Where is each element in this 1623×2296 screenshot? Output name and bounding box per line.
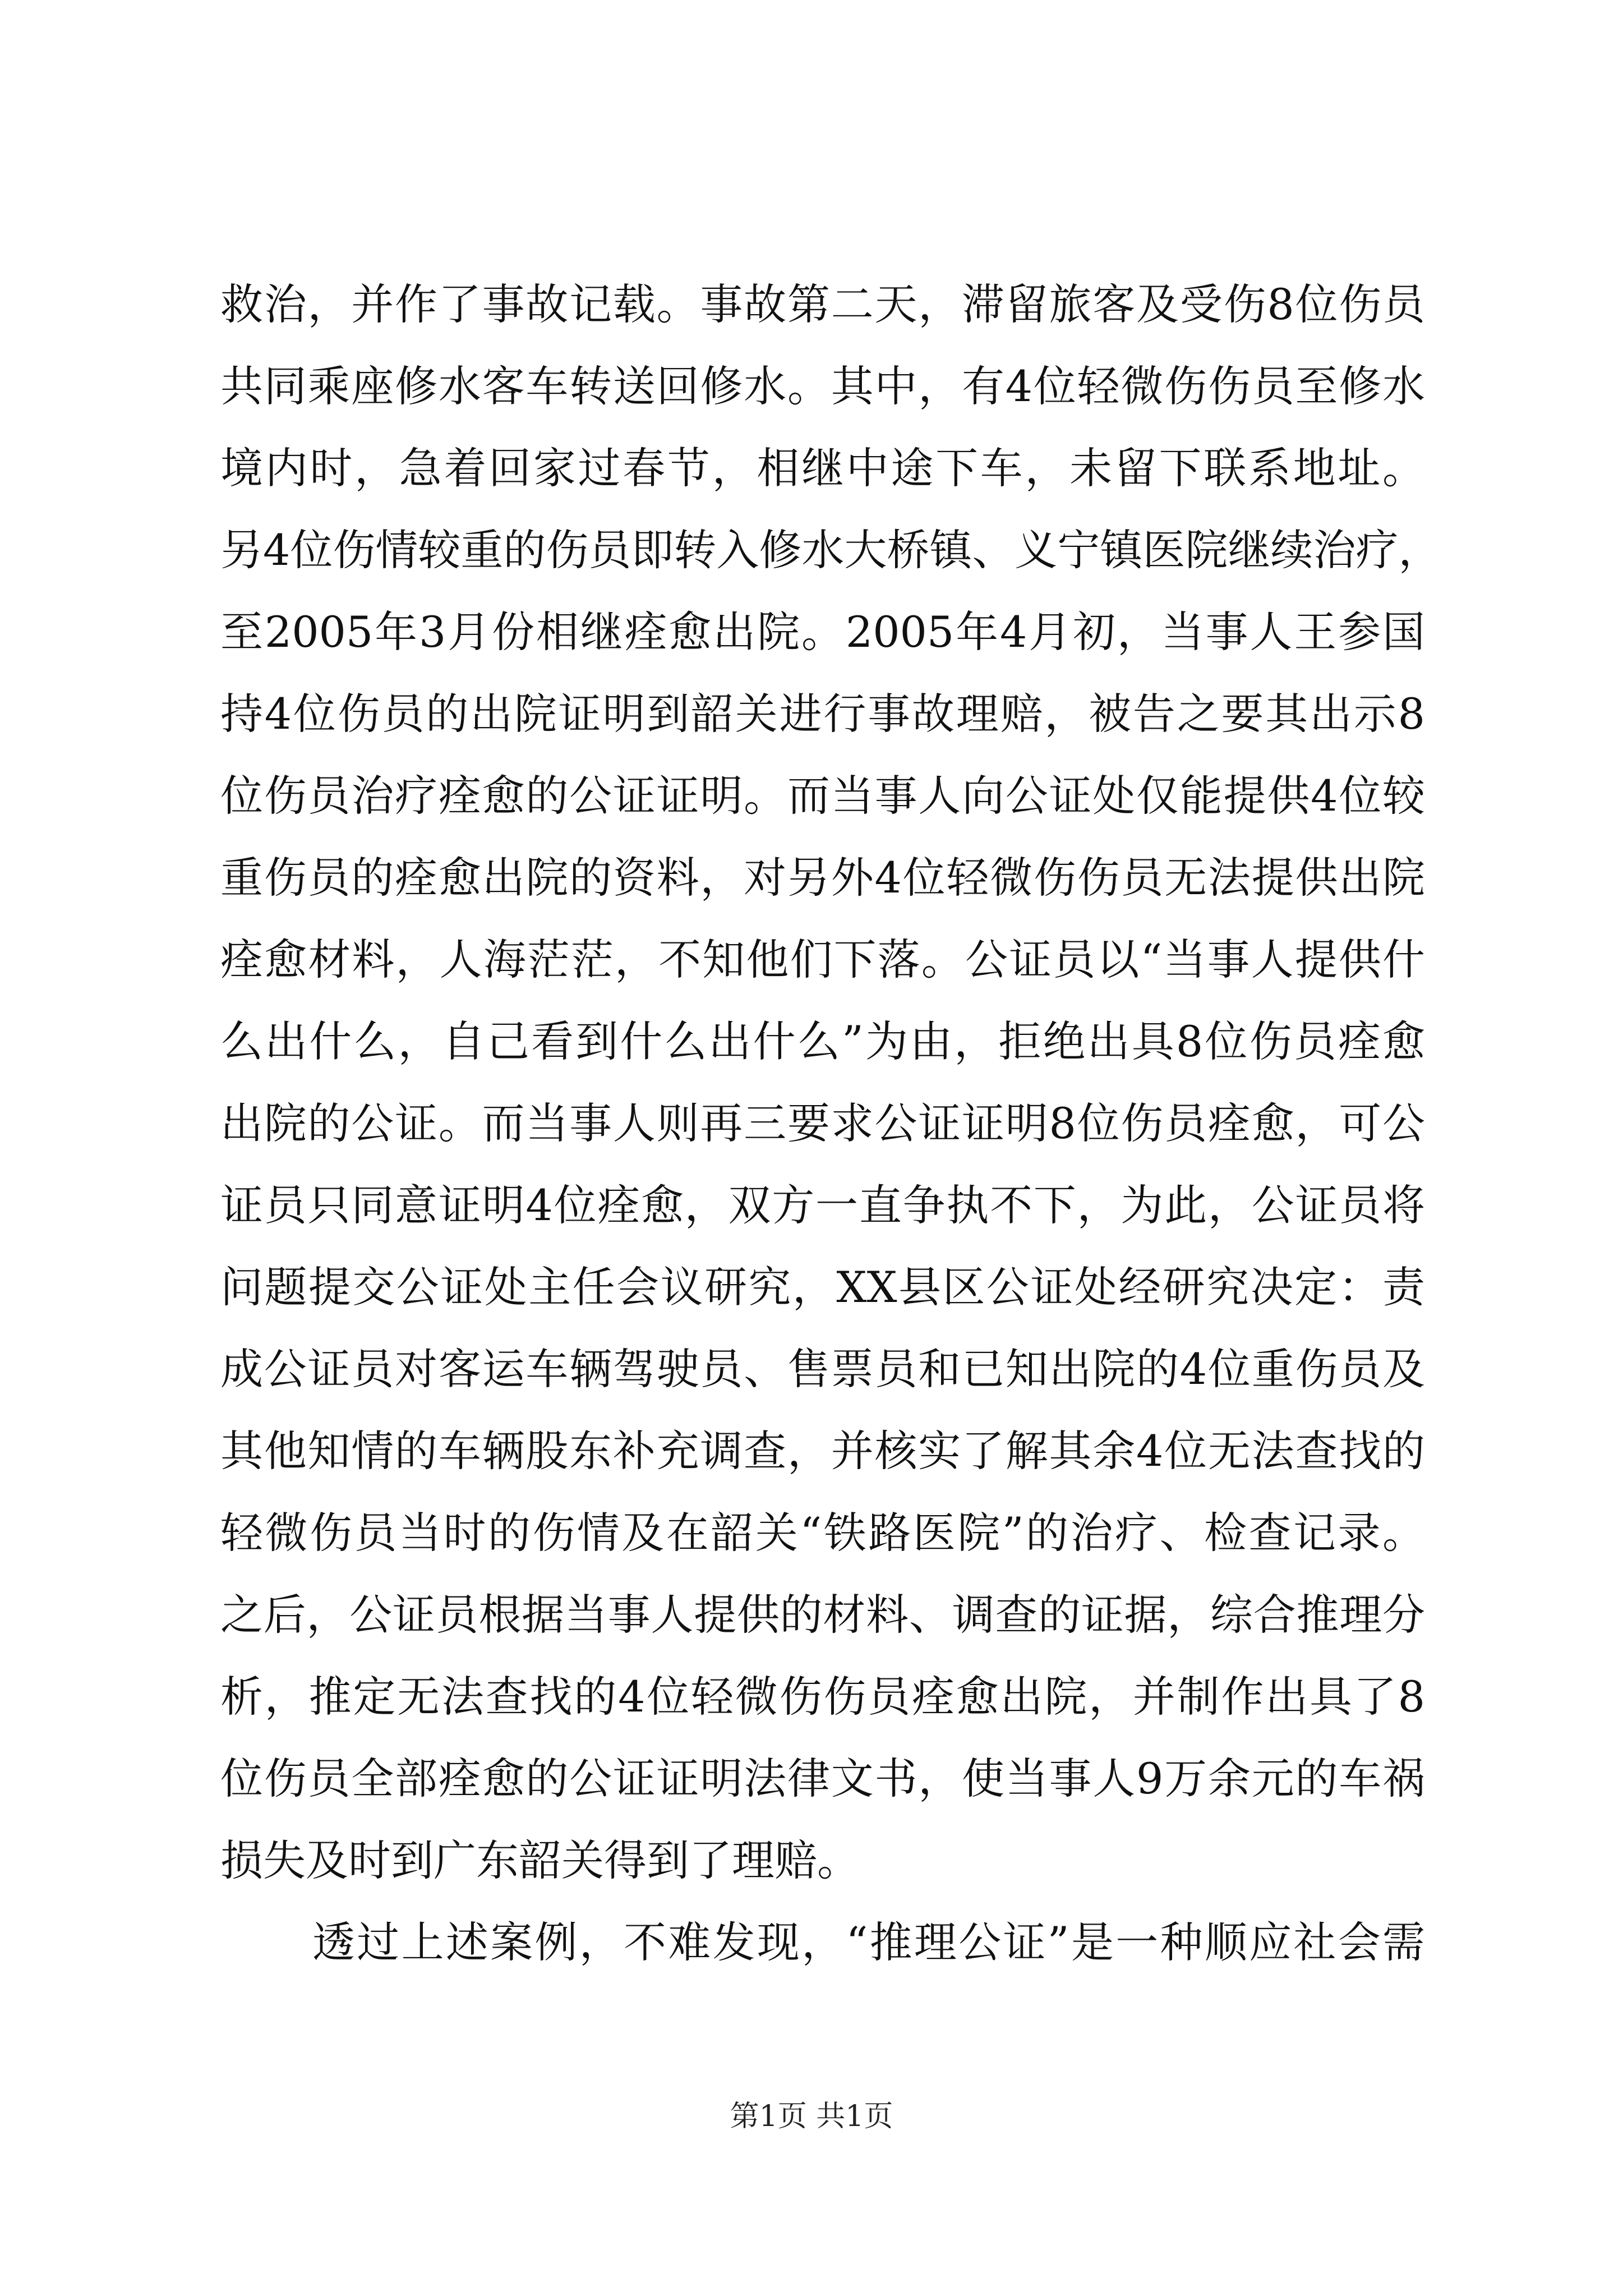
text-line: 重伤员的痊愈出院的资料，对另外4位轻微伤伤员无法提供出院 — [220, 853, 1425, 903]
text-line: 位伤员治疗痊愈的公证证明。而当事人向公证处仅能提供4位较 — [220, 771, 1425, 821]
text-line: 么出什么，自己看到什么出什么”为由，拒绝出具8位伤员痊愈 — [220, 1016, 1425, 1066]
text-line: 痊愈材料，人海茫茫，不知他们下落。公证员以“当事人提供什 — [220, 935, 1425, 984]
text-line: 成公证员对客运车辆驾驶员、售票员和已知出院的4位重伤员及 — [220, 1344, 1425, 1394]
text-line: 其他知情的车辆股东补充调查，并核实了解其余4位无法查找的 — [220, 1426, 1425, 1476]
text-line: 持4位伤员的出院证明到韶关进行事故理赔，被告之要其出示8 — [220, 689, 1425, 739]
page-footer: 第1页 共1页 — [730, 2100, 893, 2133]
text-line: 共同乘座修水客车转送回修水。其中，有4位轻微伤伤员至修水 — [220, 361, 1425, 411]
text-line: 证员只同意证明4位痊愈，双方一直争执不下，为此，公证员将 — [220, 1180, 1425, 1230]
text-line: 另4位伤情较重的伤员即转入修水大桥镇、义宁镇医院继续治疗， — [220, 525, 1441, 575]
text-line: 出院的公证。而当事人则再三要求公证证明8位伤员痊愈，可公 — [220, 1098, 1425, 1148]
text-line: 救治，并作了事故记载。事故第二天，滞留旅客及受伤8位伤员 — [220, 279, 1425, 329]
text-line: 位伤员全部痊愈的公证证明法律文书，使当事人9万余元的车祸 — [220, 1754, 1425, 1803]
text-line: 境内时，急着回家过春节，相继中途下车，未留下联系地址。 — [220, 443, 1425, 493]
paragraph-start-line: 透过上述案例，不难发现，“推理公证”是一种顺应社会需 — [312, 1917, 1425, 1967]
text-line: 问题提交公证处主任会议研究，XX县区公证处经研究决定：责 — [220, 1262, 1425, 1312]
text-line: 析，推定无法查找的4位轻微伤伤员痊愈出院，并制作出具了8 — [220, 1672, 1425, 1722]
paragraph-end-line: 损失及时到广东韶关得到了理赔。 — [220, 1835, 860, 1885]
document-body — [220, 264, 1441, 1984]
text-line: 轻微伤员当时的伤情及在韶关“铁路医院”的治疗、检查记录。 — [220, 1508, 1425, 1558]
text-line: 至2005年3月份相继痊愈出院。2005年4月初，当事人王参国 — [220, 607, 1425, 657]
text-line: 之后，公证员根据当事人提供的材料、调查的证据，综合推理分 — [220, 1590, 1425, 1640]
